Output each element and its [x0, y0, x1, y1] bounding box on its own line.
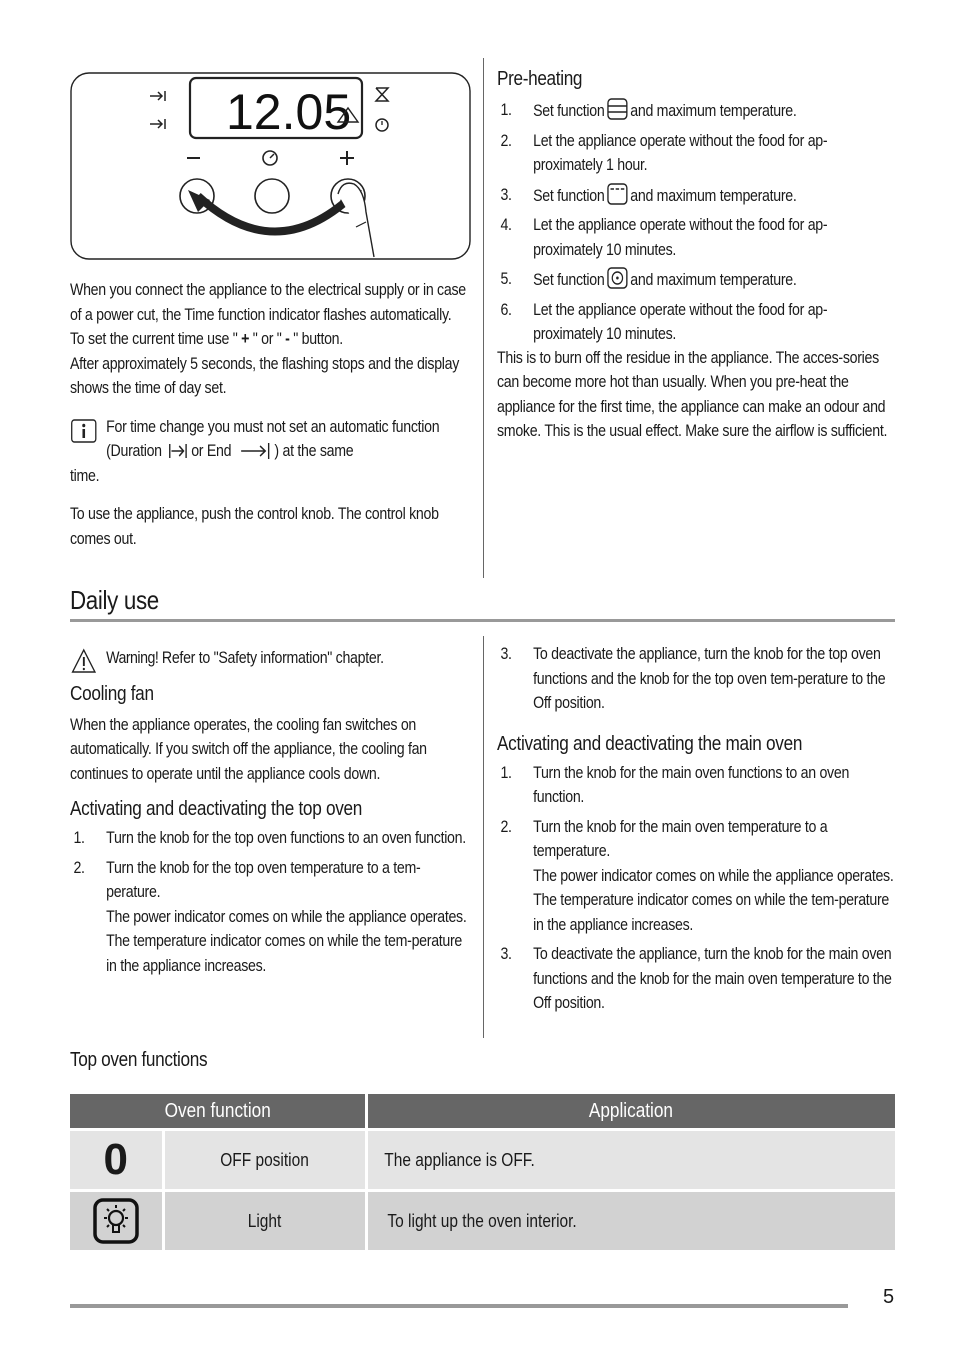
- oven-functions-table: [70, 1094, 895, 1250]
- top-oven-step-3: 3. To deactivate the appliance, turn the knob for the top oven functions and the knob for the top oven tem-perature to the Off position.: [500, 645, 886, 712]
- grill-icon: [607, 183, 628, 205]
- preheat-step-1: 1. Set function and maximum temperature.: [497, 98, 894, 124]
- preheating-section: [497, 66, 894, 444]
- main-oven-step-3: 3. To deactivate the appliance, turn the knob for the main oven functions and the knob for the main oven temperature to the Off position.: [500, 945, 892, 1012]
- warning-note: Warning! Refer to "Safety information" chapter.: [70, 646, 469, 671]
- function-name: OFF position: [220, 1149, 309, 1170]
- column-divider-top: [483, 58, 484, 578]
- left-top-text: [70, 278, 469, 551]
- hourglass-icon: [376, 88, 388, 101]
- preheat-step-2: 2. Let the appliance operate without the food for ap-proximately 1 hour.: [500, 131, 828, 174]
- daily-use-title: Daily use: [70, 585, 159, 615]
- functions-heading: Top oven functions: [70, 1049, 208, 1071]
- page-number: 5: [883, 1286, 895, 1308]
- cooling-fan-heading: Cooling fan: [70, 682, 154, 705]
- info-note: For time change you must not set an automatic function (Duration or End ) at the same: [70, 415, 469, 464]
- swipe-arrow: [198, 196, 352, 232]
- function-name: Light: [247, 1210, 282, 1231]
- cooling-fan-text: When the appliance operates, the cooling fan switches on automatically. If you switch off the appliance, the cooling fan continues to operate until the appliance cools down.: [70, 715, 427, 783]
- daily-right-column: [497, 642, 894, 1021]
- fan-icon: [607, 267, 628, 289]
- duration-icon-inline: [168, 442, 189, 460]
- header-application: Application: [366, 1094, 895, 1130]
- warning-icon: [71, 648, 97, 674]
- light-bulb-icon: [93, 1198, 139, 1244]
- daily-left-column: [70, 646, 469, 983]
- end-icon: [150, 119, 165, 129]
- preheating-heading: Pre-heating: [497, 68, 583, 90]
- title-rule: [70, 619, 895, 622]
- main-oven-step-1: 1. Turn the knob for the main oven functions to an oven function.: [500, 763, 850, 806]
- main-oven-step-2: 2. Turn the knob for the main oven temperature to a temperature. The power indicator comes on while the appliance operates. The temperature indicator comes on while the tem-perature in the appliance increases.: [500, 817, 894, 934]
- function-application: The appliance is OFF.: [383, 1149, 535, 1170]
- set-time-paragraph: To set the current time use " + " or " - " button.: [70, 330, 343, 348]
- column-divider-bottom: [483, 636, 484, 1038]
- finger-icon: [338, 183, 374, 257]
- preheat-step-6: 6. Let the appliance operate without the food for ap-proximately 10 minutes.: [500, 300, 828, 343]
- footer-rule: [70, 1304, 848, 1308]
- control-panel-diagram: [70, 72, 471, 260]
- preheat-note: This is to burn off the residue in the appliance. The acces-sories can become more hot than usually. When you pre-heat the appliance for the first time, the appliance can make an odour and smoke. This is the usual effect. Make sure the airflow is sufficient.: [497, 348, 888, 440]
- timer-button: [255, 179, 289, 213]
- push-knob-paragraph: To use the appliance, push the control knob. The control knob comes out.: [70, 505, 439, 548]
- main-oven-heading: Activating and deactivating the main oven: [497, 732, 803, 755]
- table-row: [70, 1130, 895, 1191]
- control-panel-illustration: [70, 72, 471, 260]
- info-note-tail: time.: [70, 466, 100, 485]
- table-row: [70, 1191, 895, 1251]
- top-oven-heading: Activating and deactivating the top oven: [70, 798, 363, 820]
- top-oven-step-2: 2. Turn the knob for the top oven temperature to a tem-perature. The power indicator comes on while the appliance operates. The temperature indicator comes on while the tem-perature in the appliance increases.: [73, 858, 467, 975]
- function-application: To light up the oven interior.: [386, 1210, 577, 1231]
- end-icon-inline: [237, 442, 271, 460]
- flashing-paragraph: After approximately 5 seconds, the flashing stops and the display shows the time of day set.: [70, 354, 460, 397]
- preheat-step-3: 3. Set function and maximum temperature.: [497, 183, 894, 209]
- preheat-step-4: 4. Let the appliance operate without the food for ap-proximately 10 minutes.: [500, 216, 828, 259]
- off-symbol: 0: [70, 1130, 163, 1191]
- connect-paragraph: When you connect the appliance to the electrical supply or in case of a power cut, the Time function indicator flashes automatically.: [70, 281, 466, 324]
- top-oven-step-1: 1. Turn the knob for the top oven functions to an oven function.: [73, 829, 466, 847]
- info-icon: [71, 419, 97, 443]
- display-time: 12.05: [226, 84, 352, 140]
- header-oven-function: Oven function: [70, 1094, 366, 1130]
- top-heat-icon: [607, 98, 628, 120]
- duration-icon: [150, 91, 165, 101]
- plus-symbol: [340, 151, 354, 165]
- preheat-step-5: 5. Set function and maximum temperature.: [497, 267, 894, 293]
